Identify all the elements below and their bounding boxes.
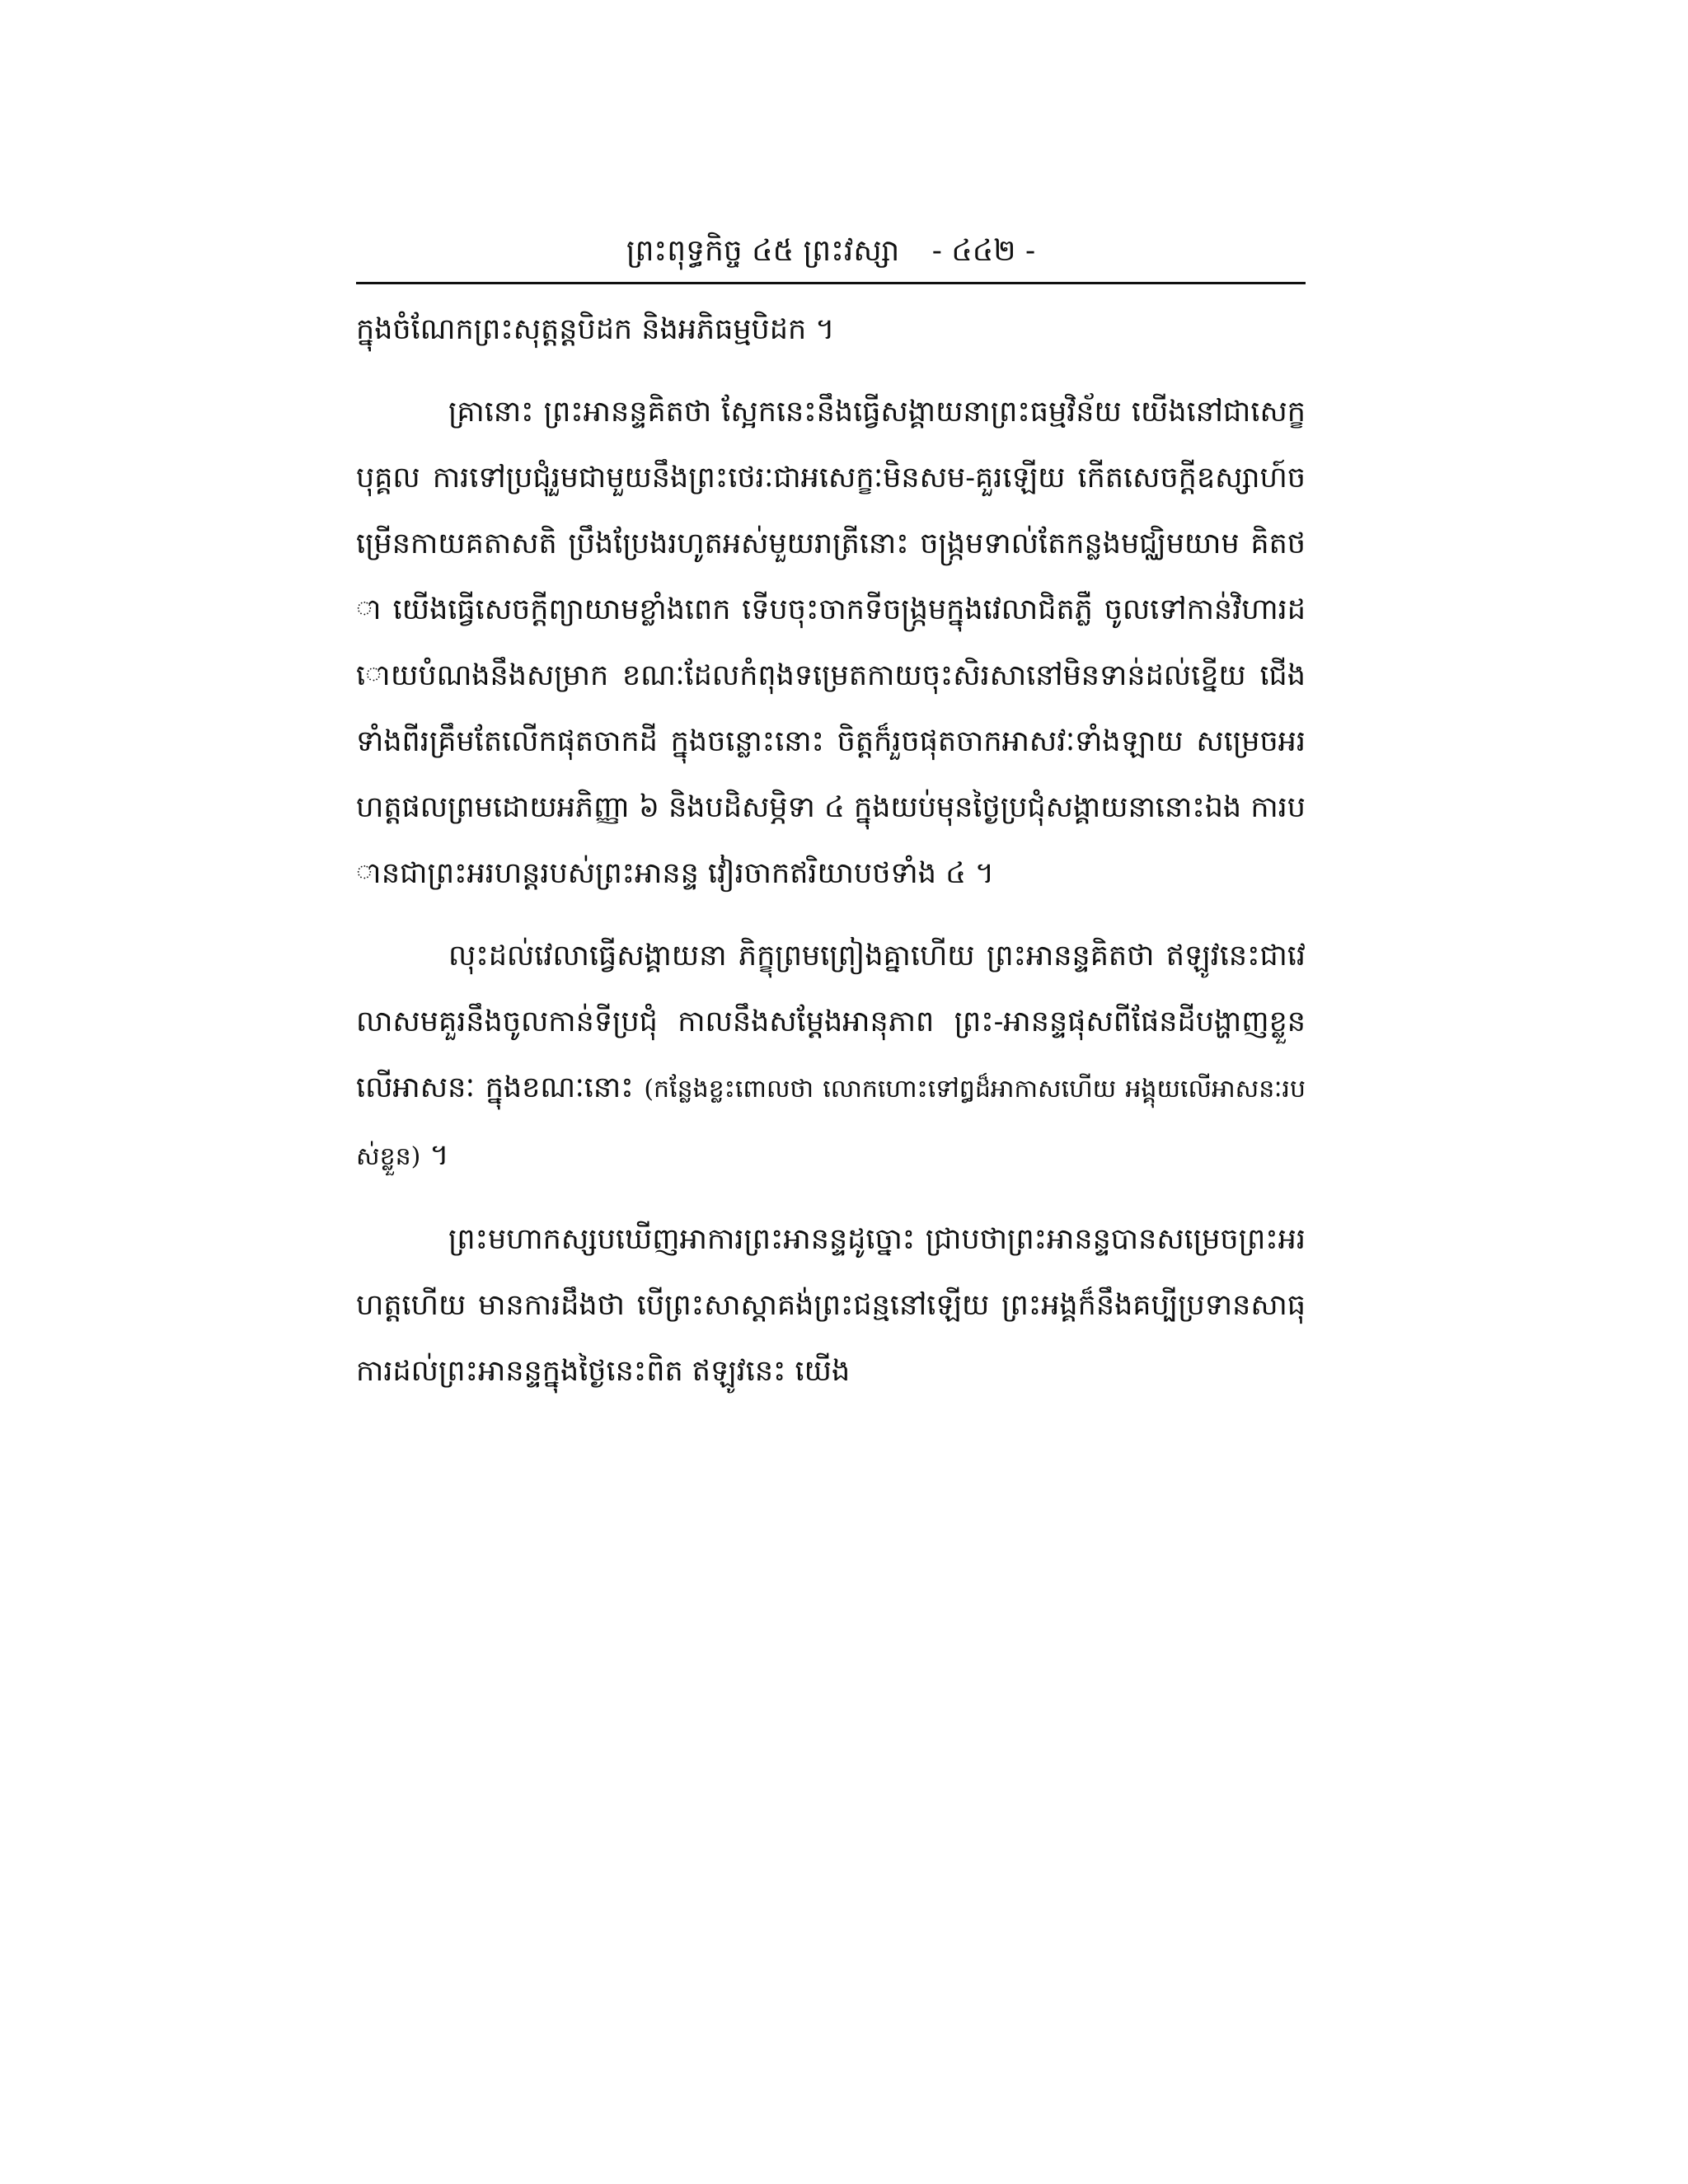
paragraph-3: [356, 923, 1306, 1190]
paragraph-2: [356, 379, 1306, 907]
paragraph-4: [356, 1207, 1306, 1404]
body-text: [356, 297, 1306, 1714]
paragraph-3-note: (កន្លែងខ្លះពោលថា លោកហោះទៅឰដ៏អាកាសហើយ អង្គុយលើអាសនៈរបស់ខ្លួន): [356, 1075, 1306, 1171]
paragraph-2-text: គ្រានោះ ព្រះអានន្ទគិតថា ស្អែកនេះនឹងធ្វើសង្គាយនាព្រះធម្មវិន័យ យើងនៅជាសេក្ខបុគ្គល ការទៅប្រជុំរួមជាមួយនឹងព្រះថេរៈជាអសេក្ខៈមិនសម-គួរឡើយ កើតសេចក្តីឧស្សាហ៍ចម្រើនកាយគតាសតិ ប្រឹងប្រែងរហូតអស់មួយរាត្រីនោះ ចង្ក្រមទាល់តែកន្លងមជ្ឈិមយាម គិតថា យើងធ្វើសេចក្តីព្យាយាមខ្លាំងពេក ទើបចុះចាកទីចង្ក្រមក្នុងវេលាជិតភ្លឺ ចូលទៅកាន់វិហារដោយបំណងនឹងសម្រាក ខណៈដែលកំពុងទម្រេតកាយចុះសិរសានៅមិនទាន់ដល់ខ្នើយ ជើងទាំងពីរគ្រឹមតែលើកផុតចាកដី ក្នុងចន្លោះនោះ ចិត្តក៏រួចផុតចាកអាសវៈទាំងឡាយ សម្រេចអរហត្តផលព្រមដោយអភិញ្ញា ៦ និងបដិសម្ភិទា ៤ ក្នុងយប់មុនថ្ងៃប្រជុំសង្គាយនានោះឯង ការបានជាព្រះអរហន្តរបស់ព្រះអានន្ទ វៀរចាកឥរិយាបថទាំង ៤ ។: [356, 396, 1306, 890]
paragraph-4-text: ព្រះមហាកស្សបឃើញអាការព្រះអានន្ទដូច្នោះ ជ្រាបថាព្រះអានន្ទបានសម្រេចព្រះអរហត្តហើយ មានការដឹងថា បើព្រះសាស្តាគង់ព្រះជន្មនៅឡើយ ព្រះអង្គក៏នឹងគប្បីប្រទានសាធុការដល់ព្រះអានន្ទក្នុងថ្ងៃនេះពិត ឥឡូវនេះ យើង: [356, 1223, 1306, 1388]
paragraph-1: [356, 297, 1306, 363]
paragraph-1-text: ក្នុងចំណែកព្រះសុត្តន្តបិដក និងអភិធម្មបិដក ។: [356, 313, 835, 346]
paragraph-3-text: លុះដល់វេលាធ្វើសង្គាយនា ភិក្ខុព្រមព្រៀងគ្នាហើយ ព្រះអានន្ទគិតថា ឥឡូវនេះជាវេលាសមគួរនឹងចូលកាន់ទីប្រជុំ កាលនឹងសម្តែងអានុភាព ព្រះ-អានន្ទផុសពីផែនដីបង្ហាញខ្លួនលើអាសនៈ ក្នុងខណៈនោះ: [356, 940, 1306, 1104]
running-title: ព្រះពុទ្ធកិច្ច ៤៥ ព្រះវស្សា: [626, 234, 900, 268]
running-header: [356, 227, 1306, 276]
paragraph-3-end: ។: [420, 1139, 449, 1172]
header-rule: [356, 282, 1306, 284]
page-number: - ៤៤២ -: [931, 234, 1036, 268]
